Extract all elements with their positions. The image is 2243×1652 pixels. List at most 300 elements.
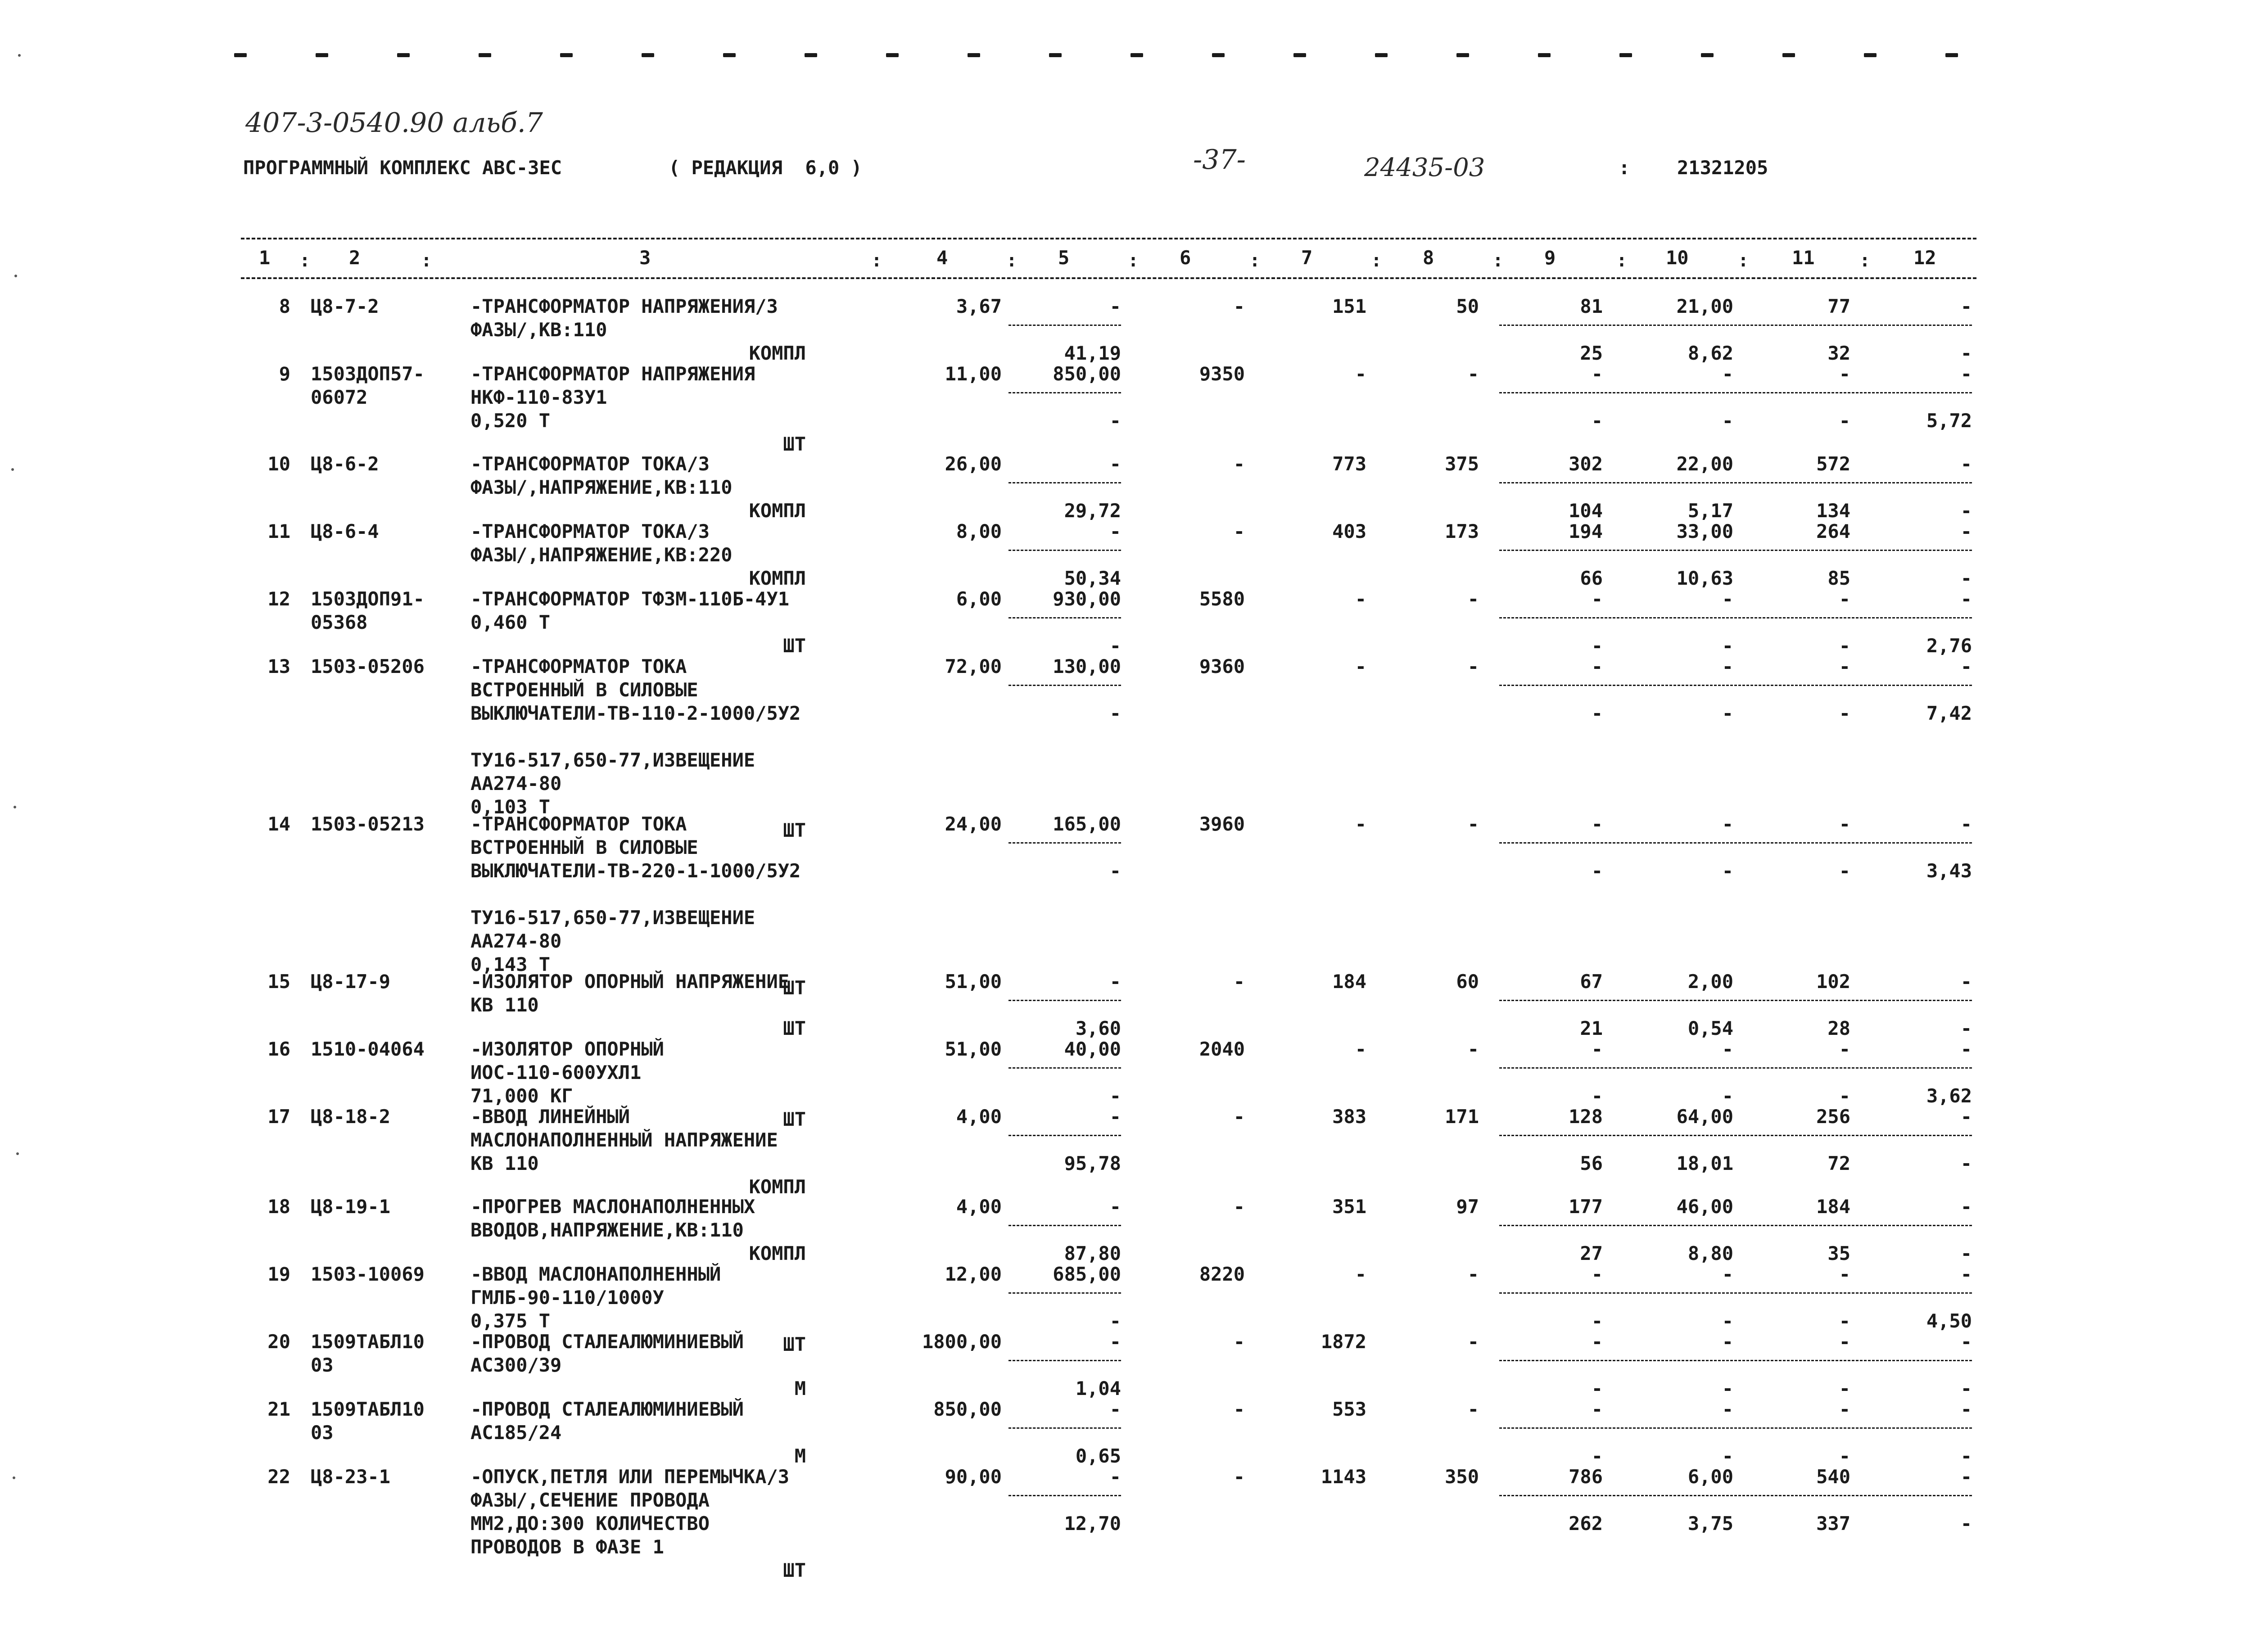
subvalue-c9: - [1591,635,1603,657]
item-description: 0,460 Т [470,611,551,633]
subvalue-c10: 3,75 [1687,1512,1733,1535]
cost-value: 3960 [1199,813,1245,835]
scan-speck [18,54,21,57]
item-description: ВВОДОВ,НАПРЯЖЕНИЕ,КВ:110 [470,1219,744,1241]
item-description: -ИЗОЛЯТОР ОПОРНЫЙ [470,1038,664,1060]
unit-label: КОМПЛ [749,500,806,522]
value-col7: 1143 [1320,1466,1366,1488]
cell-underline [1008,842,1121,844]
item-description: КВ 110 [470,994,539,1016]
price-subvalue: - [1109,1085,1121,1107]
subvalue-c12: 7,42 [1926,702,1972,724]
price-value: - [1109,453,1121,475]
price-subvalue: - [1109,1310,1121,1332]
scan-speck [14,806,16,808]
subvalue-c9: 56 [1580,1152,1603,1174]
value-c10: - [1722,1038,1733,1060]
dash-mark [723,53,736,57]
subvalue-c10: - [1722,702,1733,724]
value-c12: - [1960,813,1972,835]
unit-label: ШТ [783,1333,806,1355]
row-number: 22 [267,1466,290,1488]
price-subvalue: 41,19 [1064,342,1121,364]
item-description: -ТРАНСФОРМАТОР ТОКА [470,655,687,677]
cell-underline [1499,1000,1972,1001]
handwritten-doc-ref: 407-3-0540.90 альб.7 [245,107,543,139]
subvalue-c11: 337 [1816,1512,1850,1535]
value-col8: - [1467,1038,1479,1060]
subvalue-c10: 18,01 [1676,1152,1733,1174]
quantity-value: 51,00 [945,1038,1002,1060]
value-c12: - [1960,295,1972,317]
column-separator: : [1859,250,1871,271]
value-c11: - [1839,1038,1850,1060]
subvalue-c10: 0,54 [1687,1017,1733,1039]
subvalue-c11: 72 [1827,1152,1850,1174]
subvalue-c12: 3,62 [1926,1085,1972,1107]
column-separator: : [1738,250,1749,271]
value-col8: 50 [1456,295,1479,317]
item-description: 0,375 Т [470,1310,551,1332]
price-value: 165,00 [1053,813,1121,835]
value-c9: - [1591,1331,1603,1353]
document-number: 21321205 [1677,157,1768,179]
price-value: 130,00 [1053,655,1121,677]
price-value: - [1109,1466,1121,1488]
value-c10: 22,00 [1676,453,1733,475]
subvalue-c11: 134 [1816,500,1850,522]
column-separator: : [871,250,882,271]
value-c12: - [1960,970,1972,993]
item-description: ВЫКЛЮЧАТЕЛИ-ТВ-220-1-1000/5У2 [470,860,801,882]
value-c11: - [1839,1331,1850,1353]
value-c9: 786 [1569,1466,1603,1488]
item-description: -ТРАНСФОРМАТОР НАПРЯЖЕНИЯ/3 [470,295,778,317]
cell-underline [1499,1067,1972,1069]
subvalue-c9: 104 [1569,500,1603,522]
item-code: 1503-05213 [311,813,425,835]
value-c9: 194 [1569,520,1603,542]
price-value: - [1109,1106,1121,1128]
dash-mark [1293,53,1306,57]
subvalue-c11: 28 [1827,1017,1850,1039]
subvalue-c9: - [1591,1310,1603,1332]
column-separator: : [421,250,432,271]
price-value: - [1109,1398,1121,1420]
value-c12: - [1960,655,1972,677]
subvalue-c10: - [1722,1377,1733,1399]
item-description: АС300/39 [470,1354,562,1376]
item-description: АС185/24 [470,1422,562,1444]
value-c11: 184 [1816,1196,1850,1218]
cell-underline [1008,1225,1121,1226]
column-separator: : [1371,250,1382,271]
value-col7: 403 [1332,520,1366,542]
value-c9: - [1591,1263,1603,1285]
cell-underline [1499,1495,1972,1496]
value-c9: - [1591,588,1603,610]
subvalue-c11: - [1839,1310,1850,1332]
scan-speck [16,1152,19,1155]
unit-label: КОМПЛ [749,1242,806,1264]
value-c11: - [1839,655,1850,677]
price-subvalue: 29,72 [1064,500,1121,522]
item-code: Ц8-19-1 [311,1196,391,1218]
item-description: ФАЗЫ/,НАПРЯЖЕНИЕ,КВ:220 [470,544,733,566]
dash-mark [642,53,654,57]
item-description: -ТРАНСФОРМАТОР ТОКА/3 [470,520,710,542]
cell-underline [1499,1427,1972,1429]
subvalue-c12: - [1960,1152,1972,1174]
column-header-11: 11 [1792,247,1815,269]
row-number: 9 [279,363,290,385]
item-description: АА274-80 [470,772,562,794]
subvalue-c11: - [1839,1085,1850,1107]
item-code: 03 [311,1422,334,1444]
item-description: -ВВОД ЛИНЕЙНЫЙ [470,1106,630,1128]
cell-underline [1499,392,1972,393]
subvalue-c12: - [1960,1017,1972,1039]
item-code: 1503ДОП57- [311,363,425,385]
value-c10: 64,00 [1676,1106,1733,1128]
subvalue-c9: - [1591,702,1603,724]
dash-mark [479,53,491,57]
value-c10: - [1722,363,1733,385]
quantity-value: 26,00 [945,453,1002,475]
subvalue-c11: 85 [1827,567,1850,589]
handwritten-code: 24435-03 [1364,153,1485,182]
item-description: ФАЗЫ/,СЕЧЕНИЕ ПРОВОДА [470,1489,710,1511]
value-c9: 302 [1569,453,1603,475]
cell-underline [1499,685,1972,686]
dash-mark [1375,53,1388,57]
item-description: -ИЗОЛЯТОР ОПОРНЫЙ НАПРЯЖЕНИЕ [470,970,790,993]
cost-value: - [1233,295,1245,317]
unit-label: М [794,1445,806,1467]
top-dash-border [234,53,1981,59]
dash-mark [1782,53,1795,57]
item-description: ГМЛБ-90-110/1000У [470,1286,664,1309]
row-number: 10 [267,453,290,475]
value-c9: - [1591,1398,1603,1420]
value-col8: 171 [1445,1106,1479,1128]
value-col8: 350 [1445,1466,1479,1488]
cell-underline [1008,1360,1121,1361]
column-header-9: 9 [1544,247,1556,269]
price-value: 850,00 [1053,363,1121,385]
dash-mark [1456,53,1469,57]
subvalue-c12: - [1960,500,1972,522]
subvalue-c10: - [1722,1445,1733,1467]
value-col8: - [1467,813,1479,835]
subvalue-c10: - [1722,635,1733,657]
item-code: Ц8-17-9 [311,970,391,993]
cost-value: - [1233,1398,1245,1420]
value-c11: - [1839,588,1850,610]
value-c10: 46,00 [1676,1196,1733,1218]
value-c10: 21,00 [1676,295,1733,317]
row-number: 15 [267,970,290,993]
subvalue-c11: 32 [1827,342,1850,364]
cell-underline [1499,1292,1972,1294]
price-value: 685,00 [1053,1263,1121,1285]
cost-value: 9360 [1199,655,1245,677]
cell-underline [1008,482,1121,483]
dash-mark [234,53,247,57]
cell-underline [1008,617,1121,618]
item-code: 1503-05206 [311,655,425,677]
column-header-1: 1 [259,247,271,269]
value-c10: 33,00 [1676,520,1733,542]
quantity-value: 90,00 [945,1466,1002,1488]
subvalue-c9: - [1591,1377,1603,1399]
quantity-value: 3,67 [956,295,1002,317]
subvalue-c9: - [1591,410,1603,432]
subvalue-c9: - [1591,1085,1603,1107]
item-code: 03 [311,1354,334,1376]
subvalue-c12: 2,76 [1926,635,1972,657]
cell-underline [1008,1067,1121,1069]
subvalue-c11: - [1839,1377,1850,1399]
value-col7: - [1355,655,1366,677]
dash-mark [886,53,899,57]
column-separator: : [1492,250,1504,271]
value-c11: - [1839,1263,1850,1285]
price-subvalue: 3,60 [1075,1017,1121,1039]
subvalue-c9: 25 [1580,342,1603,364]
dash-mark [968,53,980,57]
value-c12: - [1960,1466,1972,1488]
value-c9: 81 [1580,295,1603,317]
value-col7: - [1355,1038,1366,1060]
unit-label: КОМПЛ [749,1176,806,1198]
column-separator: : [1128,250,1139,271]
value-col8: - [1467,655,1479,677]
price-value: - [1109,1196,1121,1218]
item-code: 1509ТАБЛ10 [311,1398,425,1420]
separator-mark: : [1619,157,1630,179]
value-c11: 77 [1827,295,1850,317]
value-c11: - [1839,363,1850,385]
item-code: 1510-04064 [311,1038,425,1060]
quantity-value: 24,00 [945,813,1002,835]
cost-value: 8220 [1199,1263,1245,1285]
item-code: Ц8-6-2 [311,453,379,475]
dash-mark [1212,53,1225,57]
quantity-value: 8,00 [956,520,1002,542]
dash-mark [1538,53,1551,57]
quantity-value: 12,00 [945,1263,1002,1285]
item-code: 1503-10069 [311,1263,425,1285]
subvalue-c10: - [1722,1310,1733,1332]
subvalue-c12: - [1960,1445,1972,1467]
value-c10: - [1722,655,1733,677]
quantity-value: 51,00 [945,970,1002,993]
cell-underline [1008,1495,1121,1496]
subvalue-c12: - [1960,567,1972,589]
value-c9: 67 [1580,970,1603,993]
subvalue-c11: - [1839,860,1850,882]
cell-underline [1499,550,1972,551]
unit-label: ШТ [783,977,806,999]
value-col7: 351 [1332,1196,1366,1218]
value-c11: - [1839,813,1850,835]
subvalue-c9: 262 [1569,1512,1603,1535]
value-col7: 151 [1332,295,1366,317]
value-col7: 184 [1332,970,1366,993]
row-number: 19 [267,1263,290,1285]
column-header-3: 3 [639,247,651,269]
value-c12: - [1960,1331,1972,1353]
cell-underline [1008,325,1121,326]
item-code: 1509ТАБЛ10 [311,1331,425,1353]
subvalue-c10: - [1722,860,1733,882]
price-subvalue: 95,78 [1064,1152,1121,1174]
column-header-12: 12 [1913,247,1936,269]
column-separator: : [1616,250,1628,271]
cell-underline [1008,550,1121,551]
value-col8: 375 [1445,453,1479,475]
value-c11: 264 [1816,520,1850,542]
value-c9: - [1591,813,1603,835]
value-col8: - [1467,588,1479,610]
subvalue-c10: - [1722,410,1733,432]
cost-value: - [1233,970,1245,993]
column-header-10: 10 [1666,247,1689,269]
subvalue-c9: - [1591,1445,1603,1467]
subvalue-c12: - [1960,1377,1972,1399]
value-col8: 97 [1456,1196,1479,1218]
price-subvalue: - [1109,702,1121,724]
cell-underline [1008,1427,1121,1429]
subvalue-c9: 21 [1580,1017,1603,1039]
item-description: ВЫКЛЮЧАТЕЛИ-ТВ-110-2-1000/5У2 [470,702,801,724]
value-c12: - [1960,453,1972,475]
subvalue-c9: 27 [1580,1242,1603,1264]
cost-value: 5580 [1199,588,1245,610]
unit-label: ШТ [783,1108,806,1130]
price-value: 930,00 [1053,588,1121,610]
value-c9: - [1591,1038,1603,1060]
value-col8: - [1467,1398,1479,1420]
value-c12: - [1960,363,1972,385]
subvalue-c9: - [1591,860,1603,882]
price-subvalue: - [1109,860,1121,882]
value-c12: - [1960,1398,1972,1420]
subvalue-c11: - [1839,1445,1850,1467]
item-description: НКФ-110-83У1 [470,386,607,408]
unit-label: КОМПЛ [749,342,806,364]
column-header-7: 7 [1301,247,1313,269]
column-header-4: 4 [936,247,948,269]
row-number: 14 [267,813,290,835]
subvalue-c11: 35 [1827,1242,1850,1264]
quantity-value: 72,00 [945,655,1002,677]
price-subvalue: 1,04 [1075,1377,1121,1399]
row-number: 13 [267,655,290,677]
unit-label: М [794,1377,806,1399]
subvalue-c12: 5,72 [1926,410,1972,432]
item-description: ПРОВОДОВ В ФАЗЕ 1 [470,1536,664,1558]
cell-underline [1008,392,1121,393]
item-description: -ОПУСК,ПЕТЛЯ ИЛИ ПЕРЕМЫЧКА/3 [470,1466,790,1488]
unit-label: ШТ [783,433,806,455]
column-header-6: 6 [1180,247,1191,269]
edition-label: ( РЕДАКЦИЯ 6,0 ) [669,157,862,179]
cost-value: - [1233,1331,1245,1353]
unit-label: ШТ [783,635,806,657]
quantity-value: 11,00 [945,363,1002,385]
value-c10: - [1722,588,1733,610]
dash-mark [560,53,573,57]
item-code: Ц8-18-2 [311,1106,391,1128]
value-col7: - [1355,813,1366,835]
value-col7: 773 [1332,453,1366,475]
subvalue-c10: - [1722,1085,1733,1107]
item-description: ТУ16-517,650-77,ИЗВЕЩЕНИЕ [470,907,755,929]
item-description: АА274-80 [470,930,562,952]
price-subvalue: 87,80 [1064,1242,1121,1264]
value-col8: - [1467,363,1479,385]
item-description: -ТРАНСФОРМАТОР НАПРЯЖЕНИЯ [470,363,755,385]
unit-label: ШТ [783,1017,806,1039]
value-col8: - [1467,1263,1479,1285]
column-header-5: 5 [1058,247,1070,269]
subvalue-c12: 3,43 [1926,860,1972,882]
item-description: ФАЗЫ/,КВ:110 [470,319,607,341]
subvalue-c12: - [1960,1242,1972,1264]
item-description: 0,103 Т [470,796,551,818]
subvalue-c12: 4,50 [1926,1310,1972,1332]
scan-speck [14,275,17,277]
value-c9: 128 [1569,1106,1603,1128]
cell-underline [1499,842,1972,844]
column-separator: : [299,250,311,271]
dash-mark [1131,53,1143,57]
value-c10: 2,00 [1687,970,1733,993]
column-separator: : [1006,250,1017,271]
item-description: ИОС-110-600УХЛ1 [470,1061,642,1083]
value-c12: - [1960,588,1972,610]
cost-value: - [1233,453,1245,475]
cell-underline [1008,1000,1121,1001]
item-description: -ТРАНСФОРМАТОР ТОКА [470,813,687,835]
value-c9: - [1591,655,1603,677]
cell-underline [1499,1135,1972,1136]
unit-label: КОМПЛ [749,567,806,589]
value-c11: 540 [1816,1466,1850,1488]
item-description: -ТРАНСФОРМАТОР ТОКА/3 [470,453,710,475]
cell-underline [1008,1135,1121,1136]
value-c12: - [1960,1263,1972,1285]
value-c12: - [1960,1196,1972,1218]
column-separator: : [1249,250,1261,271]
header-bottom-rule [241,277,1976,279]
item-description: ВСТРОЕННЫЙ В СИЛОВЫЕ [470,679,698,701]
dash-mark [805,53,817,57]
value-col7: 383 [1332,1106,1366,1128]
dash-mark [397,53,410,57]
cell-underline [1499,482,1972,483]
item-code: Ц8-6-4 [311,520,379,542]
value-c10: - [1722,1331,1733,1353]
cost-value: - [1233,1466,1245,1488]
subvalue-c11: - [1839,635,1850,657]
value-c9: - [1591,363,1603,385]
column-header-8: 8 [1423,247,1434,269]
price-subvalue: 0,65 [1075,1445,1121,1467]
item-description: -ВВОД МАСЛОНАПОЛНЕННЫЙ [470,1263,721,1285]
